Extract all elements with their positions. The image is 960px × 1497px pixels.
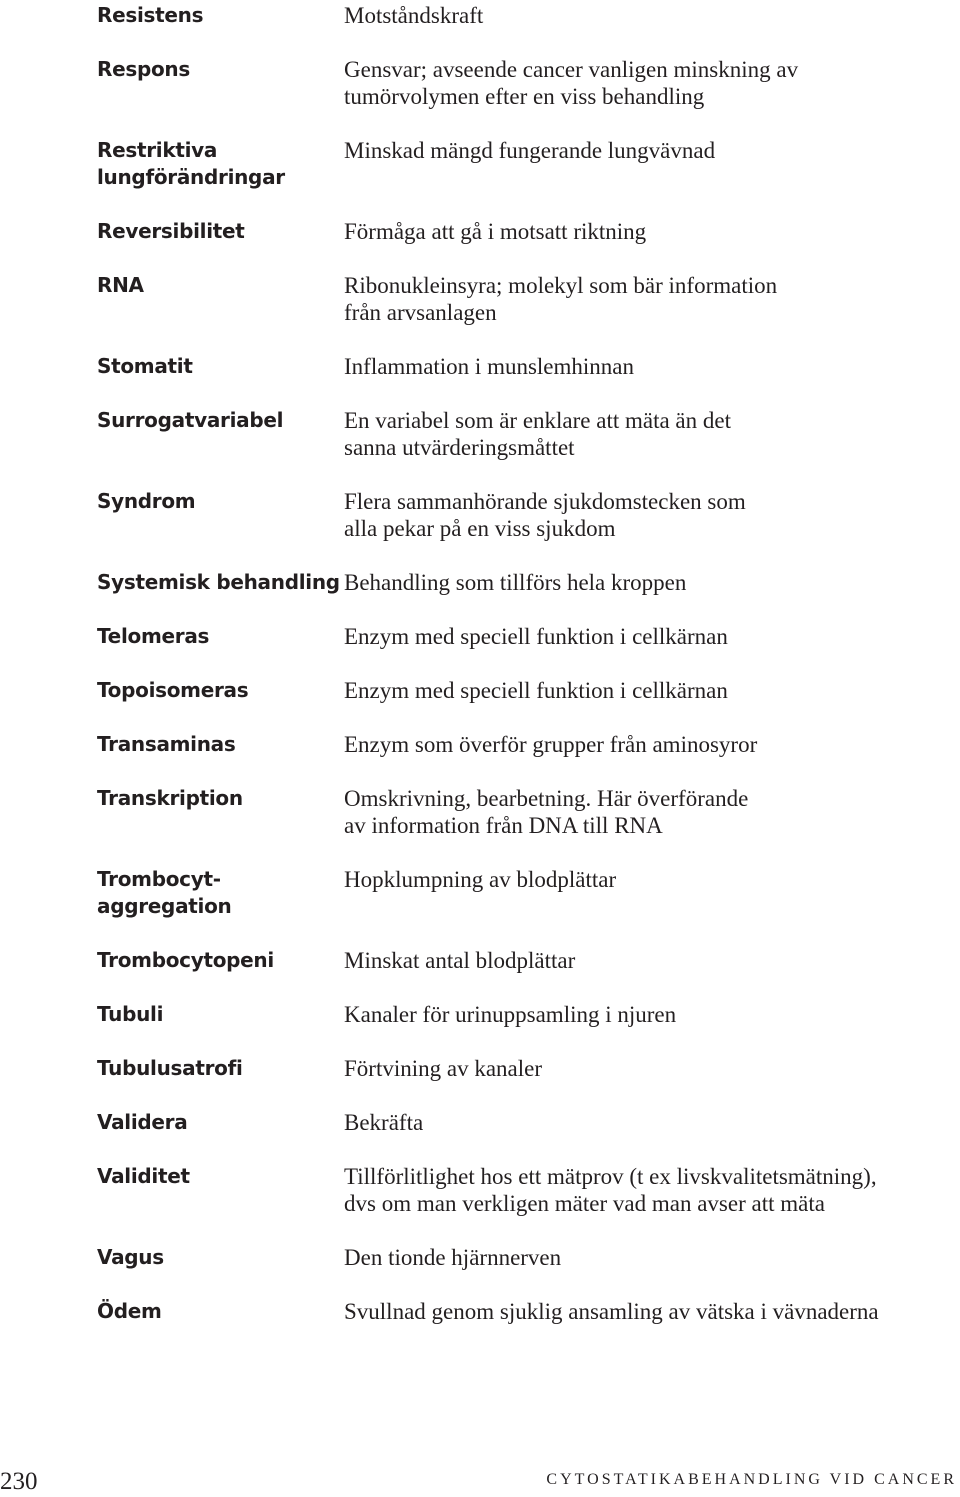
glossary-entry <box>97 218 927 272</box>
glossary-term: Trombocytopeni <box>97 948 274 972</box>
glossary-entry <box>97 731 927 785</box>
glossary-entry <box>97 56 927 137</box>
glossary-definition: Svullnad genom sjuklig ansamling av vätska i vävnaderna <box>344 1299 879 1324</box>
glossary-definition: Flera sammanhörande sjukdomstecken som alla pekar på en viss sjukdom <box>344 489 746 541</box>
glossary-definition: Omskrivning, bearbetning. Här överförande av information från DNA till RNA <box>344 786 749 838</box>
glossary-entry <box>97 785 927 866</box>
glossary-term: Validitet <box>97 1164 190 1188</box>
glossary-entry <box>97 866 927 947</box>
glossary-term: Ödem <box>97 1299 162 1323</box>
glossary-entry <box>97 1244 927 1298</box>
glossary-term: Tubulusatrofi <box>97 1056 243 1080</box>
glossary-definition: Behandling som tillförs hela kroppen <box>344 570 687 595</box>
glossary-term: Resistens <box>97 3 204 27</box>
glossary-definition: En variabel som är enklare att mäta än det sanna utvärderingsmåttet <box>344 408 731 460</box>
glossary-term: RNA <box>97 273 144 297</box>
running-title: CYTOSTATIKABEHANDLING VID CANCER <box>546 1471 957 1488</box>
glossary-definition: Enzym med speciell funktion i cellkärnan <box>344 678 728 703</box>
glossary-term: Restriktiva lungförändringar <box>97 138 285 189</box>
glossary-entry <box>97 407 927 488</box>
glossary-term: Syndrom <box>97 489 196 513</box>
glossary-definition: Minskat antal blodplättar <box>344 948 576 973</box>
glossary-definition: Enzym med speciell funktion i cellkärnan <box>344 624 728 649</box>
glossary-definition: Kanaler för urinuppsamling i njuren <box>344 1002 677 1027</box>
glossary-entry <box>97 1001 927 1055</box>
glossary-entry <box>97 353 927 407</box>
glossary-term: Reversibilitet <box>97 219 245 243</box>
page-footer <box>0 1468 960 1496</box>
glossary-entry <box>97 1163 927 1244</box>
glossary-entry <box>97 677 927 731</box>
glossary-definition: Tillförlitlighet hos ett mätprov (t ex livskvalitetsmätning), dvs om man verkligen mäter vad man avser att mäta <box>344 1164 877 1216</box>
glossary-term: Respons <box>97 57 190 81</box>
glossary-term: Validera <box>97 1110 188 1134</box>
glossary-definition: Enzym som överför grupper från aminosyror <box>344 732 758 757</box>
glossary-definition: Inflammation i munslemhinnan <box>344 354 635 379</box>
glossary-entry <box>97 1298 927 1352</box>
glossary-definition: Den tionde hjärnnerven <box>344 1245 562 1270</box>
glossary-definition: Ribonukleinsyra; molekyl som bär information från arvsanlagen <box>344 273 778 325</box>
glossary-term: Vagus <box>97 1245 164 1269</box>
page-number: 230 <box>0 1468 38 1495</box>
glossary-entry <box>97 2 927 56</box>
glossary-term: Transaminas <box>97 732 236 756</box>
glossary-definition: Förmåga att gå i motsatt riktning <box>344 219 647 244</box>
glossary-definition: Gensvar; avseende cancer vanligen minskning av tumörvolymen efter en viss behandling <box>344 57 799 109</box>
glossary-list <box>97 2 927 1352</box>
glossary-entry <box>97 272 927 353</box>
glossary-term: Stomatit <box>97 354 193 378</box>
glossary-term: Trombocyt- aggregation <box>97 867 232 918</box>
glossary-definition: Minskad mängd fungerande lungvävnad <box>344 138 716 163</box>
glossary-entry <box>97 947 927 1001</box>
glossary-entry <box>97 623 927 677</box>
glossary-entry <box>97 569 927 623</box>
glossary-entry <box>97 1109 927 1163</box>
glossary-entry <box>97 488 927 569</box>
glossary-term: Tubuli <box>97 1002 164 1026</box>
glossary-definition: Förtvining av kanaler <box>344 1056 543 1081</box>
glossary-entry <box>97 1055 927 1109</box>
glossary-definition: Hopklumpning av blodplättar <box>344 867 617 892</box>
glossary-entry <box>97 137 927 218</box>
glossary-term: Transkription <box>97 786 243 810</box>
glossary-definition: Motståndskraft <box>344 3 484 28</box>
glossary-term: Systemisk behandling <box>97 570 340 594</box>
glossary-term: Topoisomeras <box>97 678 249 702</box>
glossary-term: Surrogatvariabel <box>97 408 284 432</box>
glossary-term: Telomeras <box>97 624 210 648</box>
glossary-definition: Bekräfta <box>344 1110 424 1135</box>
